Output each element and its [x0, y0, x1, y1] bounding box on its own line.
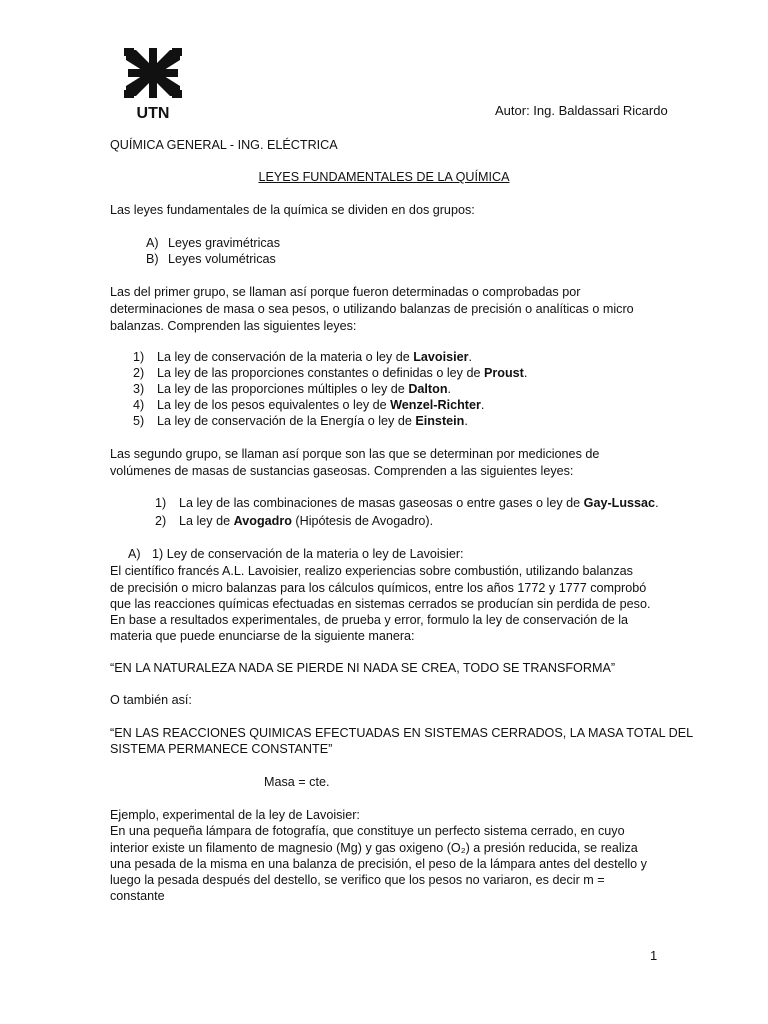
paragraph-line: balanzas. Comprenden las siguientes leyes: — [110, 319, 357, 333]
page-title: LEYES FUNDAMENTALES DE LA QUÍMICA — [258, 170, 510, 184]
list-item: 4) La ley de los pesos equivalentes o ley de Wenzel-Richter. — [133, 398, 485, 412]
paragraph-line: interior existe un filamento de magnesio (Mg) y gas oxigeno (O₂) a presión reducida, se realiza — [110, 841, 638, 855]
paragraph-line: luego la pesada después del destello, se verifico que los pesos no variaron, es decir m = — [110, 873, 605, 887]
formula: Masa = cte. — [264, 775, 330, 789]
paragraph-line: En una pequeña lámpara de fotografía, que constituye un perfecto sistema cerrado, en cuyo — [110, 824, 625, 838]
quote: “EN LA NATURALEZA NADA SE PIERDE NI NADA SE CREA, TODO SE TRANSFORMA” — [110, 661, 616, 675]
svg-text:UTN: UTN — [136, 105, 170, 122]
paragraph-line: Las segundo grupo, se llaman así porque son las que se determinan por mediciones de — [110, 447, 600, 461]
intro-paragraph: Las leyes fundamentales de la química se dividen en dos grupos: — [110, 203, 475, 217]
page-number: 1 — [650, 948, 658, 963]
section-heading: A) 1) Ley de conservación de la materia o ley de Lavoisier: — [128, 547, 464, 561]
paragraph-line: O también así: — [110, 693, 192, 707]
list-item: B) Leyes volumétricas — [146, 252, 276, 266]
paragraph-line: de precisión o micro balanzas para los cálculos químicos, entre los años 1772 y 1777 comprobó — [110, 581, 647, 595]
author-line: Autor: Ing. Baldassari Ricardo — [495, 103, 668, 118]
list-item: 5) La ley de conservación de la Energía o ley de Einstein. — [133, 414, 468, 428]
list-item: 2) La ley de las proporciones constantes o definidas o ley de Proust. — [133, 366, 528, 380]
course-title: QUÍMICA GENERAL - ING. ELÉCTRICA — [110, 138, 338, 152]
list-item: A) Leyes gravimétricas — [146, 236, 280, 250]
paragraph-line: una pesada de la misma en una balanza de precisión, el peso de la lámpara antes del destello y — [110, 857, 647, 871]
quote: “EN LAS REACCIONES QUIMICAS EFECTUADAS EN SISTEMAS CERRADOS, LA MASA TOTAL DEL — [110, 726, 694, 740]
paragraph-line: volúmenes de masas de sustancias gaseosas. Comprenden a las siguientes leyes: — [110, 464, 574, 478]
paragraph-line: constante — [110, 889, 165, 903]
paragraph-line: materia que puede enunciarse de la siguiente manera: — [110, 629, 415, 643]
paragraph-line: Las del primer grupo, se llaman así porque fueron determinadas o comprobadas por — [110, 285, 581, 299]
paragraph-line: determinaciones de masa o sea pesos, o utilizando balanzas de precisión o analíticas o micro — [110, 302, 634, 316]
paragraph-line: que las reacciones químicas efectuadas en sistemas cerrados se producían sin perdida de peso. — [110, 597, 651, 611]
list-item: 1) La ley de conservación de la materia o ley de Lavoisier. — [133, 350, 473, 364]
list-item: 1) La ley de las combinaciones de masas gaseosas o entre gases o ley de Gay-Lussac. — [155, 496, 659, 510]
example-title: Ejemplo, experimental de la ley de Lavoisier: — [110, 808, 360, 822]
paragraph-line: En base a resultados experimentales, de prueba y error, formulo la ley de conservación de la — [110, 613, 629, 627]
quote: SISTEMA PERMANECE CONSTANTE” — [110, 742, 333, 756]
list-item: 2) La ley de Avogadro (Hipótesis de Avogadro). — [155, 514, 434, 528]
list-item: 3) La ley de las proporciones múltiples o ley de Dalton. — [133, 382, 452, 396]
utn-logo — [122, 46, 184, 122]
paragraph-line: El científico francés A.L. Lavoisier, realizo experiencias sobre combustión, utilizando balanzas — [110, 564, 633, 578]
